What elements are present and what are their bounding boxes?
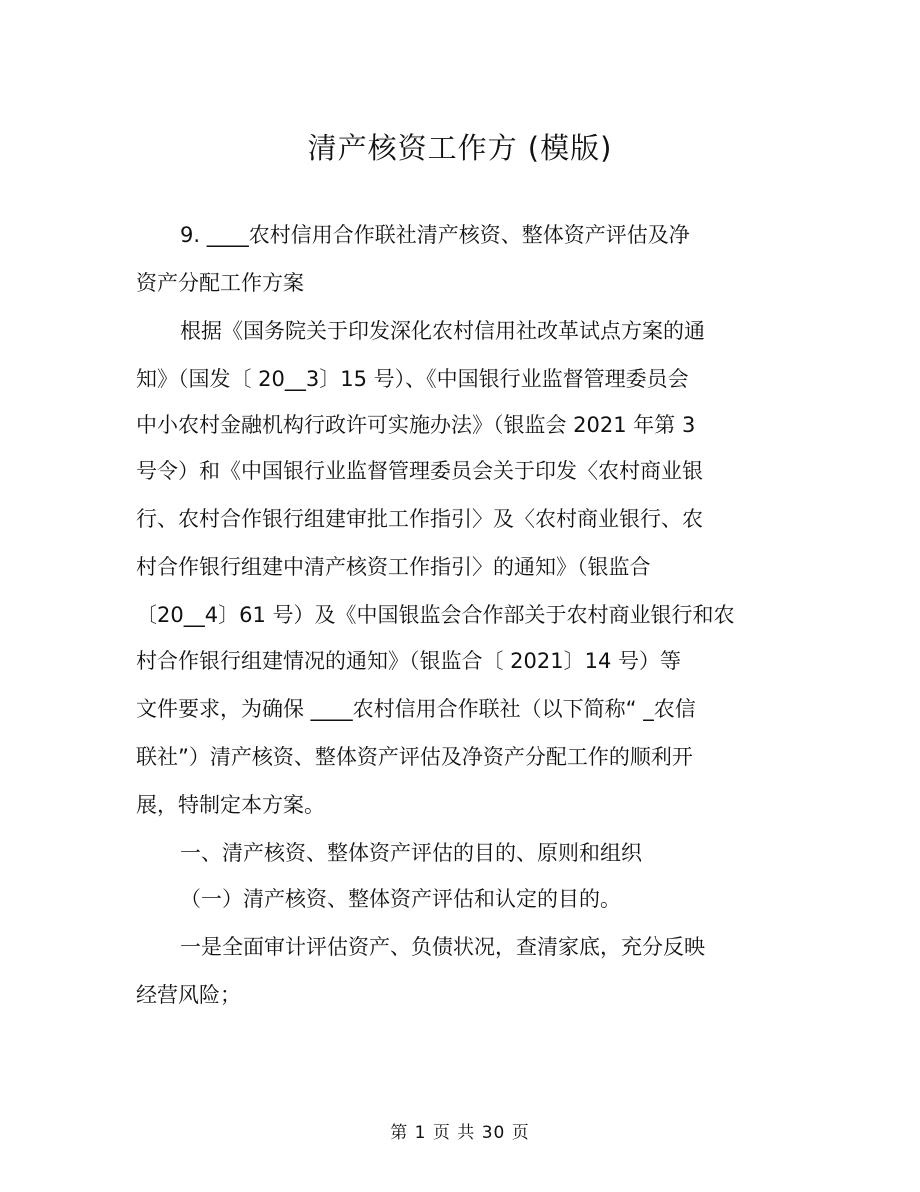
document-title: 清产核资工作方 (模版): [307, 131, 613, 165]
paragraph-line: 〔20__4〕61 号）及《中国银监会合作部关于农村商业银行和农: [136, 603, 735, 627]
paragraph-line: 经营风险；: [136, 983, 241, 1007]
paragraph-line: 联社”）清产核资、整体资产评估及净资产分配工作的顺利开: [136, 745, 693, 769]
paragraph-line: 村合作银行组建情况的通知》（银监合〔 2021〕14 号）等: [136, 649, 682, 673]
page-footer: 第 1 页 共 30 页: [390, 1123, 530, 1143]
paragraph-line: 一是全面审计评估资产、负债状况，查清家底，充分反映: [180, 935, 705, 959]
paragraph-line: 行、农村合作银行组建审批工作指引〉及〈农村商业银行、农: [136, 507, 703, 531]
paragraph-line: 中小农村金融机构行政许可实施办法》（银监会 2021 年第 3: [136, 413, 696, 437]
section-heading: 一、清产核资、整体资产评估的目的、原则和组织: [180, 841, 642, 865]
paragraph-line: 资产分配工作方案: [136, 271, 304, 295]
subsection-heading: （一）清产核资、整体资产评估和认定的目的。: [180, 887, 621, 911]
paragraph-line: 展，特制定本方案。: [136, 793, 325, 817]
paragraph-line: 根据《国务院关于印发深化农村信用社改革试点方案的通: [180, 319, 705, 343]
paragraph-line: 村合作银行组建中清产核资工作指引〉的通知》（银监合: [136, 555, 651, 579]
paragraph-line: 号令）和《中国银行业监督管理委员会关于印发〈农村商业银: [136, 459, 703, 483]
paragraph-line: 文件要求，为确保 ____农村信用合作联社（以下简称“ _农信: [136, 697, 696, 721]
paragraph-line: 9. ____农村信用合作联社清产核资、整体资产评估及净: [180, 223, 690, 247]
paragraph-line: 知》（国发〔 20__3〕15 号）、《中国银行业监督管理委员会: [136, 367, 689, 391]
